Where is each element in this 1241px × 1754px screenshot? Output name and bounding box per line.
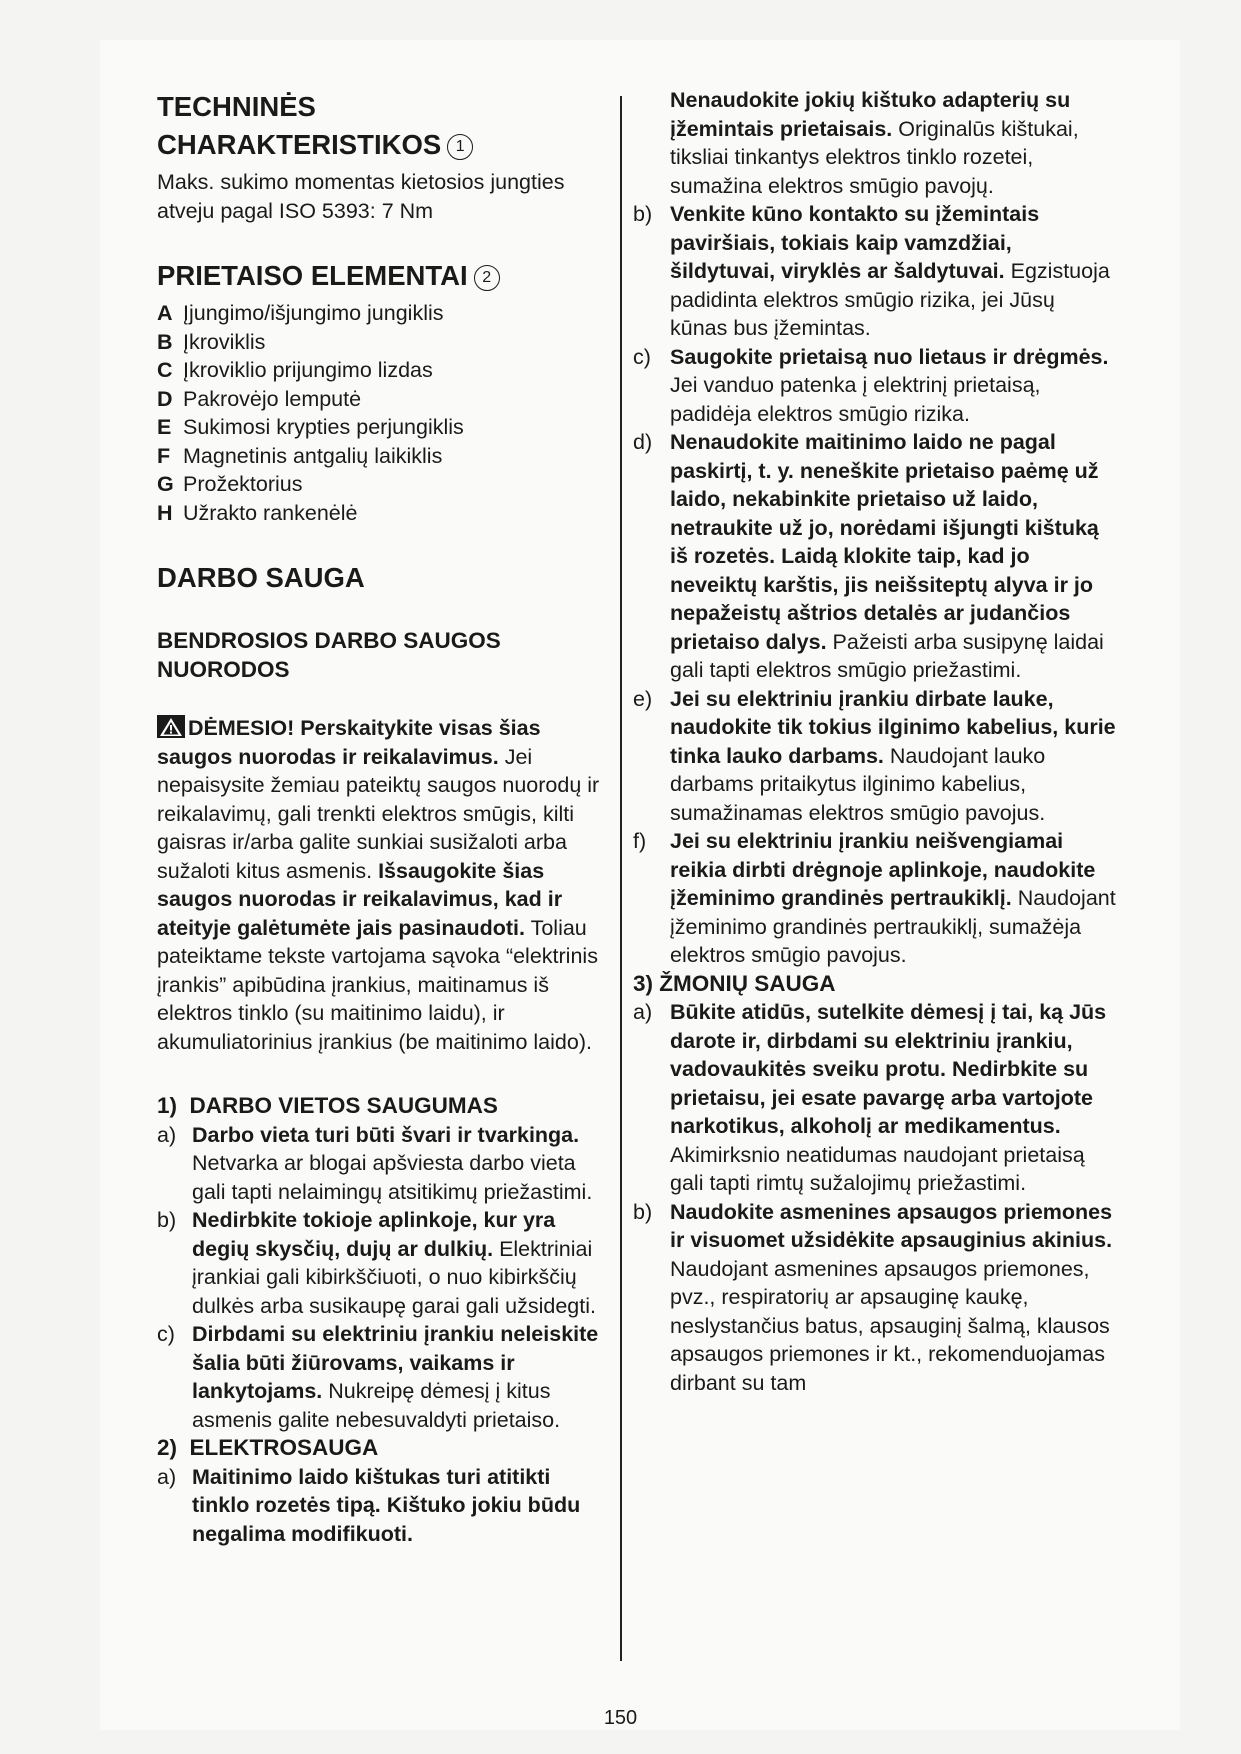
item-label: a): [633, 1000, 653, 1024]
part-key: F: [157, 443, 171, 468]
part-item: [157, 328, 607, 357]
part-label: Pakrovėjo lemputė: [183, 386, 362, 411]
safety-item: [157, 1206, 607, 1320]
item-bold-text: Nenaudokite maitinimo laido ne pagal paskirtį, t. y. neneškite prietaiso paėmę už laido, nekabinkite prietaiso už laido, netraukite už jo, norėdami išjungti kištuką iš rozetės. Laidą klokite taip, kad jo neveiktų karštis, jis neišsiteptų alyva ir jo nepažeistų aštrios detalės ar judančios prietaiso dalys.: [670, 430, 1099, 654]
tech-title-line1: TECHNINĖS: [157, 91, 316, 122]
safety-item: [157, 1320, 607, 1434]
item-label: b): [157, 1208, 177, 1232]
safety-item: [633, 685, 1118, 828]
part-item: [157, 356, 607, 385]
part-label: Įkroviklis: [183, 329, 266, 354]
part-key: H: [157, 500, 173, 525]
left-column: [157, 88, 607, 1548]
page-number: 150: [603, 1707, 638, 1729]
section-1-items: [157, 1121, 607, 1435]
part-key: E: [157, 415, 172, 439]
item-label: c): [633, 344, 651, 369]
part-label: Užrakto rankenėlė: [183, 500, 358, 525]
item-text: Nukreipę dėmesį į kitus asmenis galite nebesuvaldyti prietaiso.: [192, 1379, 561, 1432]
item-bold-text: Jei su elektriniu įrankiu dirbate lauke, naudokite tik tokius ilginimo kabelius, kurie tinka lauko darbams.: [670, 686, 1116, 768]
continued-item: Nenaudokite jokių kištuko adapterių su įžemintais prietaisais. Originalūs kištukai, tiksliai tinkantys elektros tinklo rozetei, sumažina elektros smūgio pavojų.: [670, 88, 1079, 198]
item-label: c): [157, 1322, 175, 1346]
item-label: e): [633, 686, 653, 711]
item-text: Naudojant įžeminimo grandinės pertraukiklį, sumažėja elektros smūgio pavojus.: [670, 886, 1116, 967]
section-3-title: 3) ŽMONIŲ SAUGA: [633, 970, 836, 996]
tech-spec-text: Maks. sukimo momentas kietosios jungties atveju pagal ISO 5393: 7 Nm: [157, 170, 565, 223]
safety-item: [633, 827, 1118, 970]
safety-item: [633, 998, 1118, 1198]
section-2-items-left: [157, 1463, 607, 1549]
item-bold-text: Būkite atidūs, sutelkite dėmesį į tai, ką Jūs darote ir, dirbdami su elektriniu įrankiu, vadovaukitės sveiku protu. Nedirbkite su prietaisu, jei esate pavargę arba vartojote narkotikus, alkoholį ar medikamentus.: [670, 1000, 1107, 1138]
right-column: [633, 86, 1118, 1397]
warning-triangle-icon: [157, 715, 185, 738]
item-text: Pažeisti arba susipynę laidai gali tapti elektros smūgio priežastimi.: [670, 629, 1104, 682]
column-divider: [620, 96, 622, 1661]
item-bold-text: Naudokite asmenines apsaugos priemones ir visuomet užsidėkite apsauginius akinius.: [670, 1199, 1113, 1252]
item-label: a): [157, 1122, 177, 1147]
item-bold-text: Saugokite prietaisą nuo lietaus ir drėgmės.: [670, 344, 1109, 369]
item-text: Egzistuoja padidinta elektros smūgio rizika, jei Jūsų kūnas bus įžemintas.: [670, 259, 1110, 340]
safety-item: [633, 200, 1118, 343]
parts-list: [157, 299, 607, 527]
part-label: Prožektorius: [183, 472, 303, 496]
part-item: [157, 299, 607, 328]
item-bold-text: Dirbdami su elektriniu įrankiu neleiskite šalia būti žiūrovams, vaikams ir lankytojams.: [192, 1322, 599, 1403]
part-item: [157, 470, 607, 499]
item-text: Naudojant lauko darbams pritaikytus ilginimo kabelius, sumažinamas elektros smūgio pavojus.: [670, 743, 1046, 825]
item-bold-text: Nedirbkite tokioje aplinkoje, kur yra degių skysčių, dujų ar dulkių.: [192, 1208, 556, 1261]
section-1-title: 1) DARBO VIETOS SAUGUMAS: [157, 1093, 498, 1118]
part-label: Magnetinis antgalių laikiklis: [183, 443, 443, 468]
tech-title-line2: CHARAKTERISTIKOS 1: [157, 126, 607, 164]
item-bold-text: Maitinimo laido kištukas turi atitikti tinklo rozetės tipą. Kištuko jokiu būdu negalima modifikuoti.: [192, 1464, 581, 1546]
item-label: f): [633, 829, 647, 853]
safety-item: [633, 1198, 1118, 1398]
part-item: [157, 413, 607, 442]
part-key: G: [157, 472, 174, 496]
item-text: Akimirksnio neatidumas naudojant prietaisą gali tapti rimtų sužalojimų priežastimi.: [670, 1142, 1085, 1195]
part-key: D: [157, 386, 173, 411]
safety-item: [633, 428, 1118, 685]
part-item: [157, 442, 607, 471]
part-item: [157, 499, 607, 528]
section-3-items: [633, 998, 1118, 1397]
part-label: Įjungimo/išjungimo jungiklis: [183, 301, 444, 325]
item-text: Elektriniai įrankiai gali kibirkščiuoti, o nuo kibirkščių dulkės arba susikaupę garai gali užsidegti.: [192, 1236, 596, 1318]
part-key: C: [157, 358, 173, 382]
warning-paragraph: DĖMESIO! Perskaitykite visas šias saugos nuorodas ir reikalavimus. Jei nepaisysite žemiau pateiktų saugos nuorodų ir reikalavimų, gali trenkti elektros smūgis, kilti gaisras ir/arba galite sunkiai susižaloti arba sužaloti kitus asmenis. Išsaugokite šias saugos nuorodas ir reikalavimus, kad ir ateityje galėtumėte jais pasinaudoti. Toliau pateiktame tekste vartojama sąvoka “elektrinis įrankis” apibūdina įrankius, maitinamus iš elektros tinklo (su maitinimo laidu), ir akumuliatorinius įrankius (be maitinimo laido).: [157, 716, 600, 1054]
figure-ref-2: 2: [474, 265, 500, 291]
safety-item: [157, 1463, 607, 1549]
item-label: d): [633, 430, 653, 454]
general-safety-title: BENDROSIOS DARBO SAUGOS NUORODOS: [157, 628, 501, 682]
safety-item: [157, 1121, 607, 1207]
item-text: Naudojant asmenines apsaugos priemones, pvz., respiratorių ar apsauginę kaukę, neslystančius batus, apsauginį šalmą, klausos apsaugos priemones ir kt., rekomenduojamas dirbant su tam: [670, 1256, 1110, 1395]
section-2-items-right: [633, 200, 1118, 970]
part-label: Įkroviklio prijungimo lizdas: [183, 358, 433, 382]
item-label: b): [633, 1199, 653, 1224]
safety-title: DARBO SAUGA: [157, 562, 365, 593]
figure-ref-1: 1: [447, 134, 473, 160]
item-bold-text: Jei su elektriniu įrankiu neišvengiamai reikia dirbti drėgnoje aplinkoje, naudokite įžeminimo grandinės pertraukiklį.: [670, 829, 1096, 910]
item-label: a): [157, 1464, 177, 1489]
item-label: b): [633, 202, 653, 226]
item-bold-text: Venkite kūno kontakto su įžemintais paviršiais, tokiais kaip vamzdžiai, šildytuvai, viryklės ar šaldytuvai.: [670, 202, 1040, 283]
item-bold-text: Darbo vieta turi būti švari ir tvarkinga.: [192, 1122, 580, 1147]
part-label: Sukimosi krypties perjungiklis: [183, 415, 464, 439]
part-item: [157, 385, 607, 414]
part-key: B: [157, 329, 173, 354]
item-text: Jei vanduo patenka į elektrinį prietaisą, padidėja elektros smūgio rizika.: [670, 373, 1041, 426]
elements-title: PRIETAISO ELEMENTAI 2: [157, 257, 607, 295]
item-text: Netvarka ar blogai apšviesta darbo vieta gali tapti nelaimingų atsitikimų priežastimi.: [192, 1151, 593, 1204]
part-key: A: [157, 301, 173, 325]
section-2-title: 2) ELEKTROSAUGA: [157, 1435, 379, 1460]
safety-item: [633, 343, 1118, 429]
